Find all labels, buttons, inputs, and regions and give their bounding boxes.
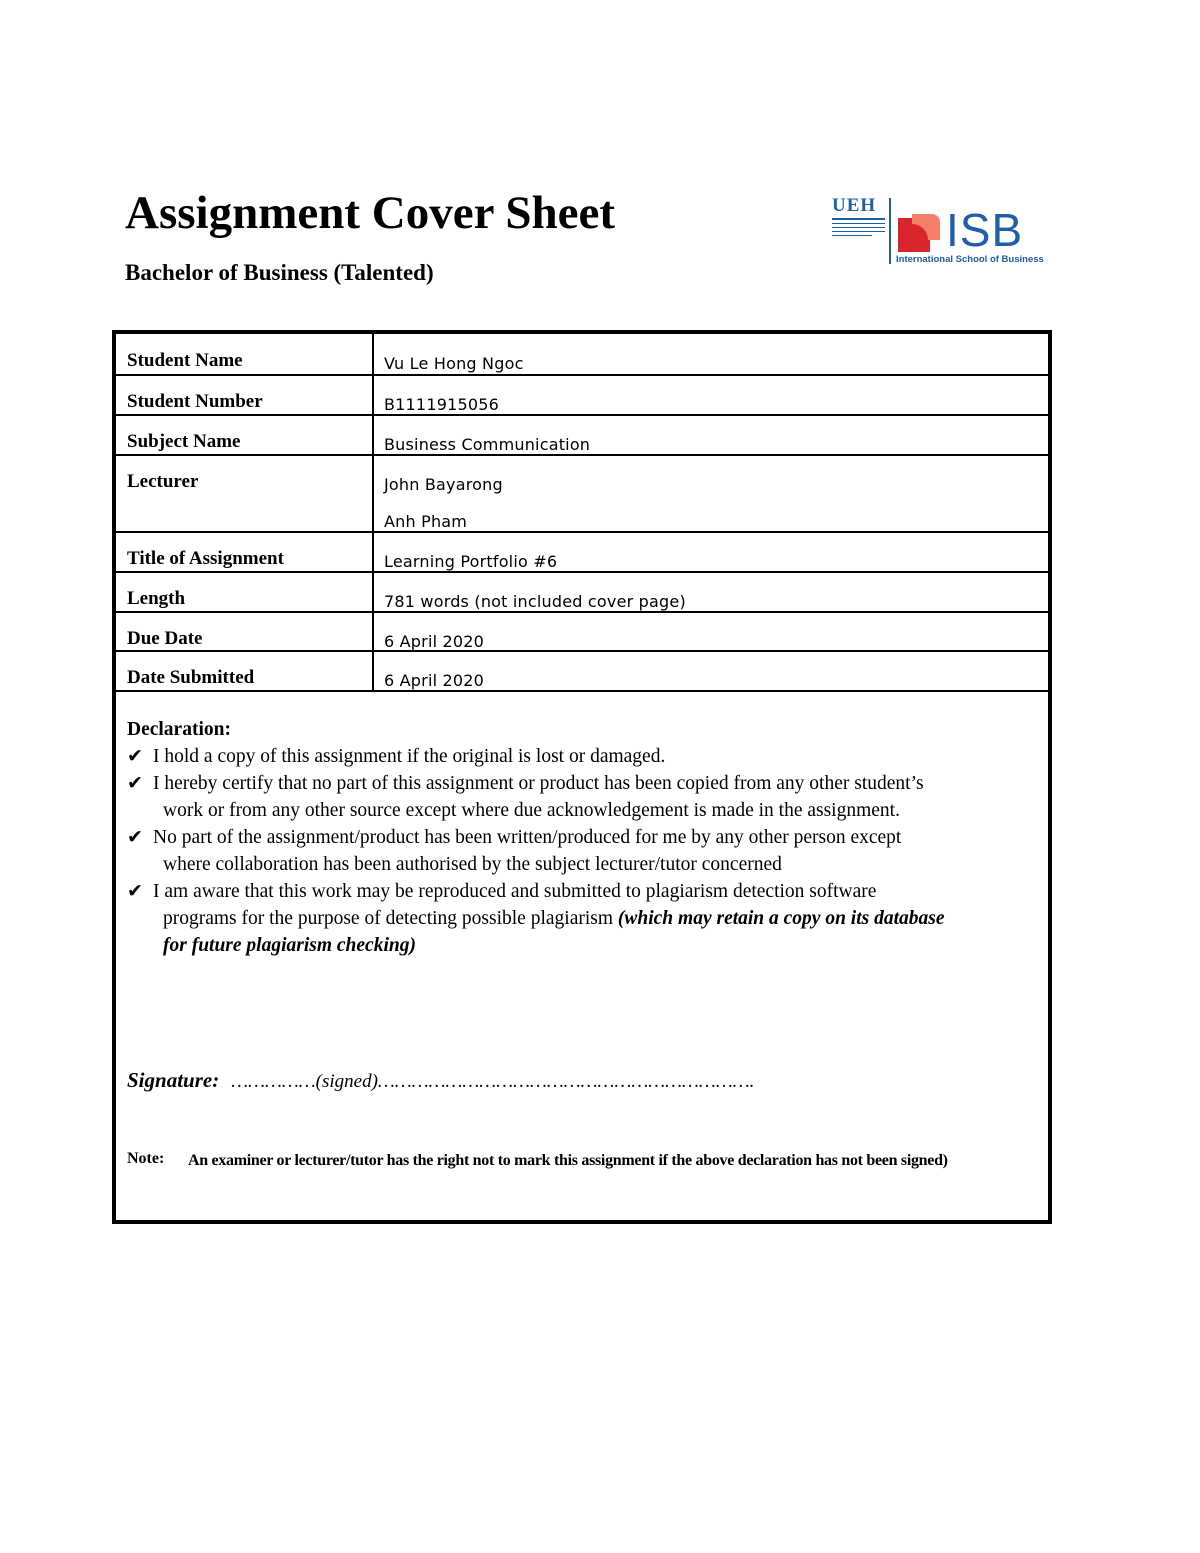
- declaration-item: [127, 878, 1027, 959]
- label-subject-name: Subject Name: [127, 431, 241, 452]
- declaration-emphasis: for future plagiarism checking): [163, 935, 416, 956]
- value-subject-name: Business Communication: [384, 435, 591, 454]
- ueh-isb-logo: [832, 196, 1042, 268]
- label-lecturer: Lecturer: [127, 471, 199, 492]
- page-title: Assignment Cover Sheet: [125, 187, 615, 239]
- logo-divider: [889, 198, 891, 264]
- row-date-submitted: [116, 652, 1048, 692]
- row-title-of-assignment: [116, 533, 1048, 573]
- isb-tagline: International School of Business: [896, 254, 1044, 265]
- checkmark-icon: ✔: [127, 745, 143, 767]
- declaration-text: I hold a copy of this assignment if the original is lost or damaged.: [153, 746, 666, 767]
- label-length: Length: [127, 588, 186, 609]
- checkmark-icon: ✔: [127, 772, 143, 794]
- declaration-title: Declaration:: [127, 719, 231, 740]
- row-due-date: [116, 613, 1048, 652]
- signature-line: [127, 1068, 754, 1093]
- label-student-number: Student Number: [127, 391, 263, 412]
- value-length: 781 words (not included cover page): [384, 592, 686, 611]
- page-subtitle: Bachelor of Business (Talented): [125, 260, 434, 285]
- row-student-name: [116, 334, 1048, 376]
- checkmark-icon: ✔: [127, 880, 143, 902]
- row-student-number: [116, 376, 1048, 416]
- signature-label: Signature:: [127, 1068, 220, 1092]
- declaration-item: [127, 770, 1027, 824]
- note-label: Note:: [127, 1150, 165, 1167]
- row-length: [116, 573, 1048, 613]
- label-date-submitted: Date Submitted: [127, 667, 255, 688]
- value-student-number: B1111915056: [384, 395, 499, 414]
- isb-logo-text: ISB: [946, 204, 1024, 256]
- row-lecturer: [116, 456, 1048, 533]
- row-subject-name: [116, 416, 1048, 456]
- declaration-section: [127, 716, 1027, 959]
- declaration-text: I hereby certify that no part of this assignment or product has been copied from any other student’s: [153, 773, 924, 794]
- declaration-text: No part of the assignment/product has been written/produced for me by any other person except: [153, 827, 902, 848]
- declaration-emphasis: (which may retain a copy on its database: [617, 908, 945, 929]
- value-lecturer-1: John Bayarong: [384, 475, 503, 494]
- declaration-item: [127, 743, 1027, 770]
- value-lecturer-2: Anh Pham: [384, 512, 468, 531]
- isb-square-icon: [898, 214, 940, 252]
- value-due-date: 6 April 2020: [384, 632, 485, 651]
- label-title-of-assignment: Title of Assignment: [127, 548, 284, 569]
- value-date-submitted: 6 April 2020: [384, 671, 485, 690]
- cover-sheet-form: [112, 330, 1052, 1224]
- label-due-date: Due Date: [127, 628, 203, 649]
- value-student-name: Vu Le Hong Ngoc: [384, 354, 524, 373]
- checkmark-icon: ✔: [127, 826, 143, 848]
- ueh-logo: [832, 196, 888, 248]
- value-title-of-assignment: Learning Portfolio #6: [384, 552, 558, 571]
- declaration-text: work or from any other source except where due acknowledgement is made in the assignment.: [163, 800, 900, 821]
- ueh-logo-text: UEH: [832, 195, 877, 216]
- declaration-item: [127, 824, 1027, 878]
- declaration-text: I am aware that this work may be reproduced and submitted to plagiarism detection software: [153, 881, 877, 902]
- signature-value: ……………(signed)………………………………………………………….: [231, 1071, 755, 1092]
- declaration-text: where collaboration has been authorised by the subject lecturer/tutor concerned: [163, 854, 782, 875]
- declaration-text: programs for the purpose of detecting possible plagiarism: [163, 908, 618, 929]
- label-student-name: Student Name: [127, 350, 243, 371]
- note-text: An examiner or lecturer/tutor has the right not to mark this assignment if the above declaration has not been signed): [188, 1152, 948, 1169]
